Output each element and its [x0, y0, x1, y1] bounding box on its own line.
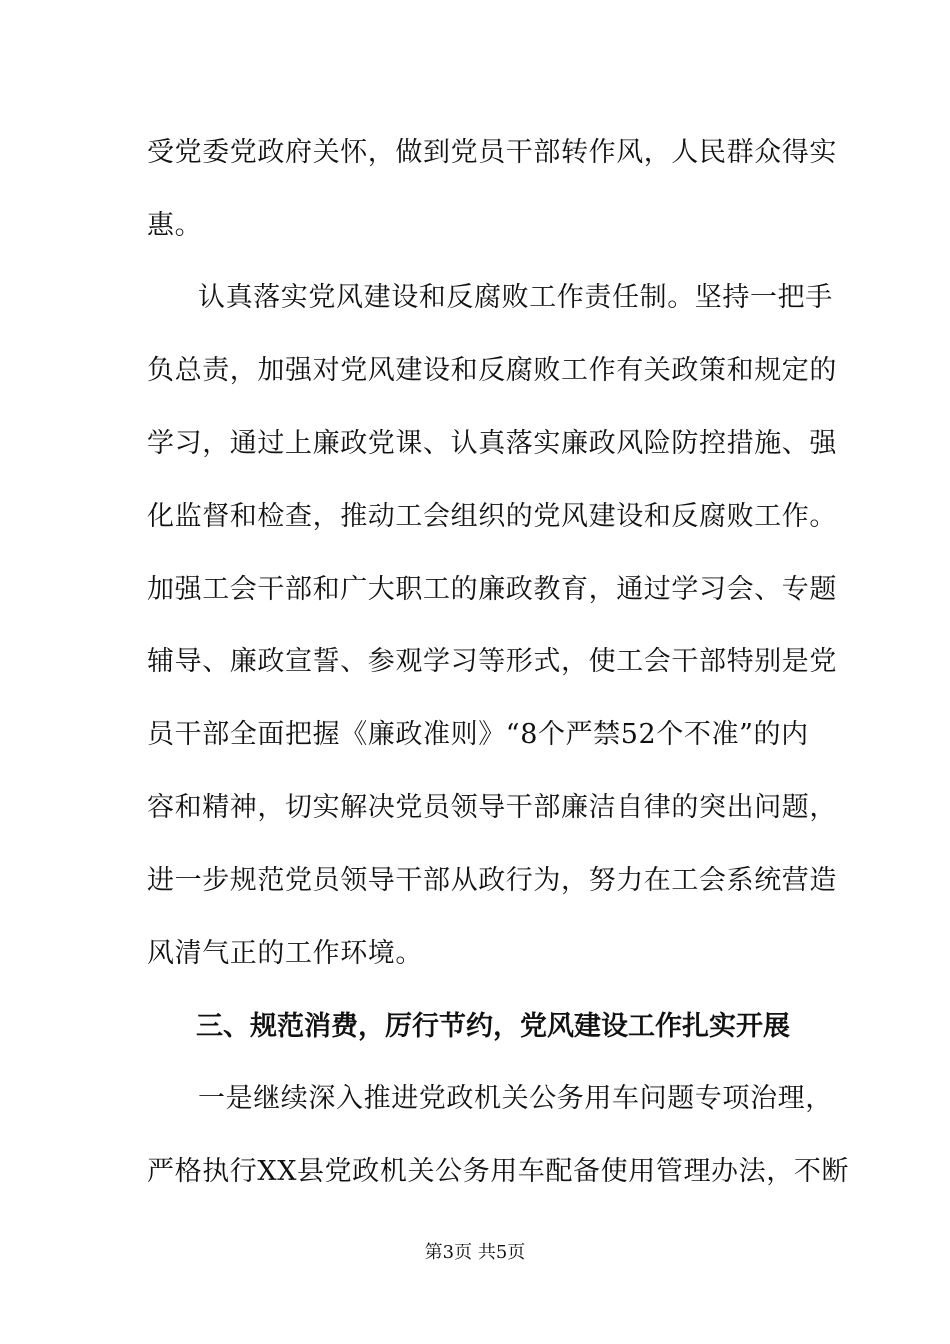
text-line: 风清气正的工作环境。	[147, 938, 423, 969]
text-line: 容和精神，切实解决党员领导干部廉洁自律的突出问题，	[147, 792, 837, 823]
text-line: 负总责，加强对党风建设和反腐败工作有关政策和规定的	[147, 355, 837, 386]
text-line: 员干部全面把握《廉政准则》“8个严禁52个不准”的内	[147, 719, 809, 750]
text-line: 严格执行XX县党政机关公务用车配备使用管理办法，不断	[147, 1156, 850, 1187]
text-line: 一是继续深入推进党政机关公务用车问题专项治理，	[198, 1083, 833, 1114]
page-footer: 第3页 共5页	[424, 1242, 526, 1263]
text-line: 化监督和检查，推动工会组织的党风建设和反腐败工作。	[147, 501, 837, 532]
section-heading: 三、规范消费，厉行节约，党风建设工作扎实开展	[196, 1011, 790, 1042]
text-line: 加强工会干部和广大职工的廉政教育，通过学习会、专题	[147, 574, 837, 605]
text-line: 进一步规范党员领导干部从政行为，努力在工会系统营造	[147, 865, 837, 896]
text-line: 辅导、廉政宣誓、参观学习等形式，使工会干部特别是党	[147, 646, 837, 677]
text-line: 认真落实党风建设和反腐败工作责任制。坚持一把手	[198, 282, 833, 313]
text-line: 学习，通过上廉政党课、认真落实廉政风险防控措施、强	[147, 428, 837, 459]
text-line: 惠。	[147, 210, 203, 241]
text-line: 受党委党政府关怀，做到党员干部转作风，人民群众得实	[147, 137, 837, 168]
